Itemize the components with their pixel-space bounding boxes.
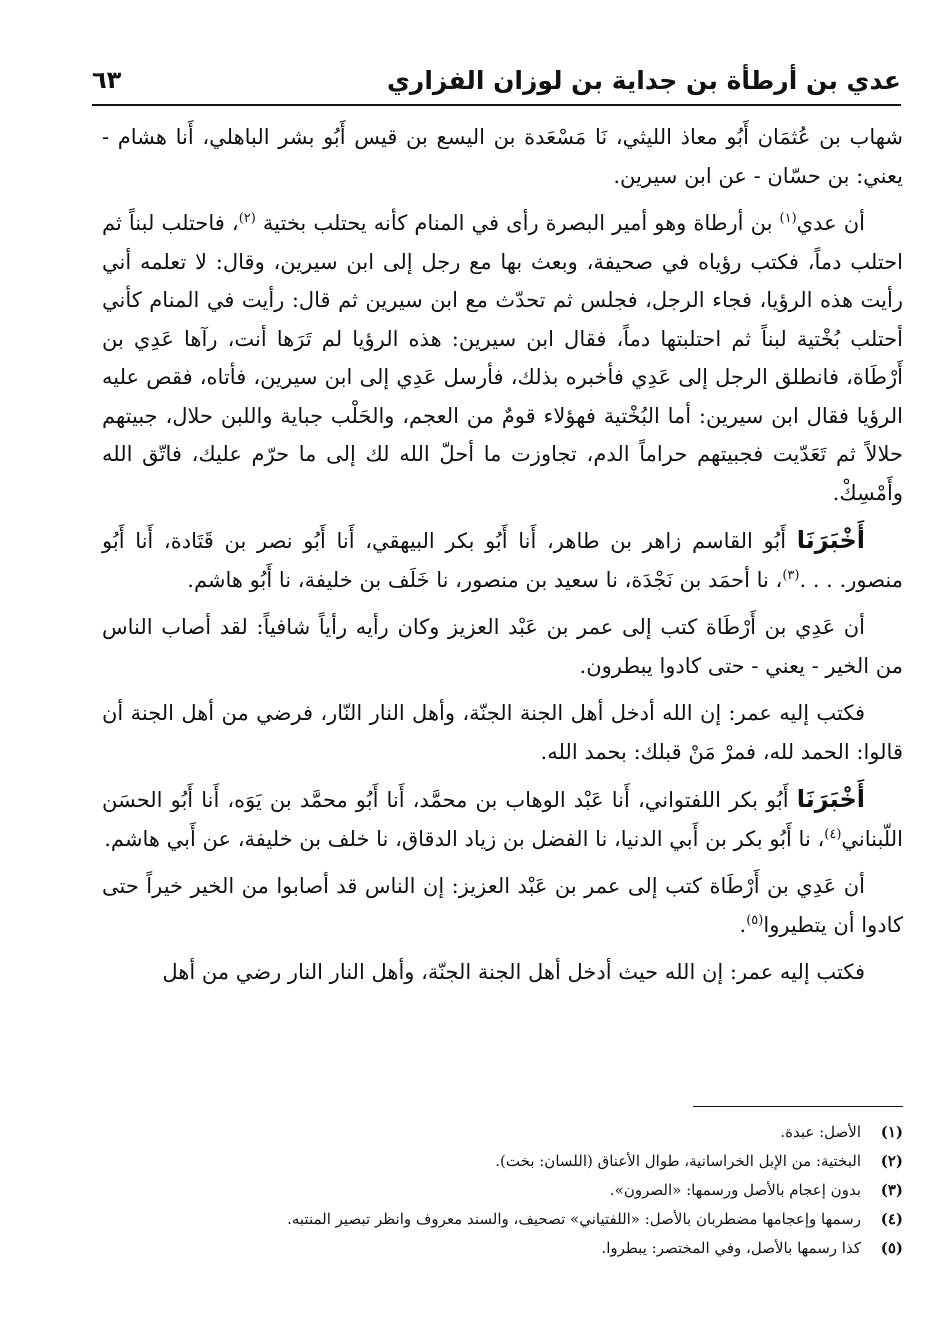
- text-segment: بن أرطاة وهو أمير البصرة رأى في المنام كأنه يحتلب بختية: [255, 211, 780, 235]
- footnote: [102, 1118, 903, 1147]
- footnote-text: البختية: من الإبل الخراسانية، طوال الأعناق (اللسان: بخت).: [495, 1152, 861, 1170]
- footnote: [102, 1205, 903, 1234]
- paragraph-reply-1: فكتب إليه عمر: إن الله أدخل أهل الجنة الجنّة، وأهل النار النّار، فرضي من أهل الجنة أن قالوا: الحمد لله، فمرْ مَنْ قبلك: بحمد الله.: [102, 701, 903, 764]
- footnote-text: كذا رسمها بالأصل، وفي المختصر: يبطروا.: [601, 1239, 861, 1257]
- text-segment: أَبُو القاسم زاهر بن طاهر، أَنا أَبُو بكر البيهقي، أَنا أَبُو نصر بن قَتَادة، أَنا أَبُو منصور. . . .: [102, 529, 903, 592]
- paragraph-reply-2: فكتب إليه عمر: إن الله حيث أدخل أهل الجنة الجنّة، وأهل النار النار رضي من أهل: [162, 960, 865, 984]
- footnote-ref-1: (١): [779, 211, 797, 226]
- text-segment: ، نا أحمَد بن نَجْدَة، نا سعيد بن منصور، نا خَلَف بن خليفة، نا أَبُو هاشم.: [187, 567, 783, 592]
- header-rule: [92, 104, 901, 106]
- footnotes: [102, 1118, 903, 1263]
- akhbarana-keyword: أَخْبَرَنَا: [796, 785, 865, 813]
- text-segment: ، فاحتلب لبناً ثم احتلب دماً، فكتب رؤياه في صحيفة، وبعث بها مع رجل إلى ابن سيرين، وقال: لا تعلمه أني رأيت هذه الرؤيا، فجاء الرجل، فجلس ثم تحدّث مع ابن سيرين ثم قال: رأيت في المنام كأني أحتلب بُخْتية لبناً ثم احتلبتها دماً، فقال ابن سيرين: هذه الرؤيا لم تَرَها أنت، رآها عَدِي بن أَرْطَاة، فانطلق الرجل إلى عَدِي فأخبره بذلك، فأرسل عَدِي إلى ابن سيرين، فأتاه، فقص عليه الرؤيا فقال ابن سيرين: أما البُخْتية فهؤلاء قومٌ من العجم، والحَلْب جباية واللبن حلال، جبيتهم حلالاً ثم تَعَدّيت فجبيتهم حراماً الدم، تجاوزت ما أحلّ الله لك إلى ما حرّم عليك، فاتّق الله وأَمْسِكْ.: [102, 211, 903, 505]
- text-segment: أن عدي: [796, 211, 865, 235]
- footnote-ref-3: (٣): [782, 567, 800, 583]
- text-segment: أَبُو بكر اللفتواني، أَنا عَبْد الوهاب بن محمَّد، أَنا أَبُو محمَّد بن يَوَه، أَنا أَبُو الحسَن اللّبناني: [102, 788, 903, 851]
- page-number: ٦٣: [92, 66, 122, 94]
- text-segment: ، نا أَبُو بكر بن أَبي الدنيا، نا الفضل بن زياد الدقاق، نا خلف بن خليفة، عن أَبي هاشم.: [104, 826, 825, 851]
- footnote: [102, 1147, 903, 1176]
- paragraph-isnad-2: [102, 521, 903, 599]
- footnote: [102, 1234, 903, 1263]
- footnote-number: (٥): [880, 1239, 903, 1257]
- footnote-number: (٢): [880, 1152, 903, 1170]
- paragraph-isnad-3: [102, 780, 903, 858]
- main-text: [102, 118, 903, 1001]
- footnote: [102, 1176, 903, 1205]
- footnote-ref-4: (٤): [824, 826, 842, 842]
- page-header: [92, 62, 901, 102]
- paragraph-letter-1: أن عَدِي بن أَرْطَاة كتب إلى عمر بن عَبْد العزيز وكان رأيه رأياً شافياً: لقد أصاب الناس من الخير - يعني - حتى كادوا يبطرون.: [102, 615, 903, 678]
- text-segment: أن عَدِي بن أَرْطَاة كتب إلى عمر بن عَبْد العزيز: إن الناس قد أصابوا من الخير خيراً حتى كادوا أن يتطيروا: [102, 874, 903, 937]
- text-segment: .: [739, 912, 747, 937]
- footnote-text: رسمها وإعجامها مضطربان بالأصل: «اللفتياني» تصحيف، والسند معروف وانظر تبصير المنتبه.: [287, 1210, 861, 1228]
- footnote-text: الأصل: عبدة.: [780, 1123, 861, 1141]
- footnote-separator: [693, 1106, 903, 1107]
- footnote-text: بدون إعجام بالأصل ورسمها: «الصرون».: [609, 1181, 861, 1199]
- footnote-number: (١): [880, 1123, 903, 1141]
- akhbarana-keyword: أَخْبَرَنَا: [796, 526, 865, 554]
- footnote-ref-5: (٥): [746, 912, 764, 928]
- paragraph-isnad-1: شهاب بن عُثمَان أَبُو معاذ الليثي، نَا مَسْعَدة بن اليسع بن قيس أَبُو بشر الباهلي، أَنا هشام - يعني: بن حسّان - عن ابن سيرين.: [102, 125, 903, 188]
- footnote-ref-2: (٢): [238, 211, 256, 226]
- running-title: عدي بن أرطأة بن جداية بن لوزان الفزاري: [387, 66, 901, 95]
- footnote-number: (٣): [880, 1181, 903, 1199]
- footnote-number: (٤): [880, 1210, 903, 1228]
- paragraph-letter-2: [102, 867, 903, 944]
- paragraph-dream-story: [102, 204, 903, 512]
